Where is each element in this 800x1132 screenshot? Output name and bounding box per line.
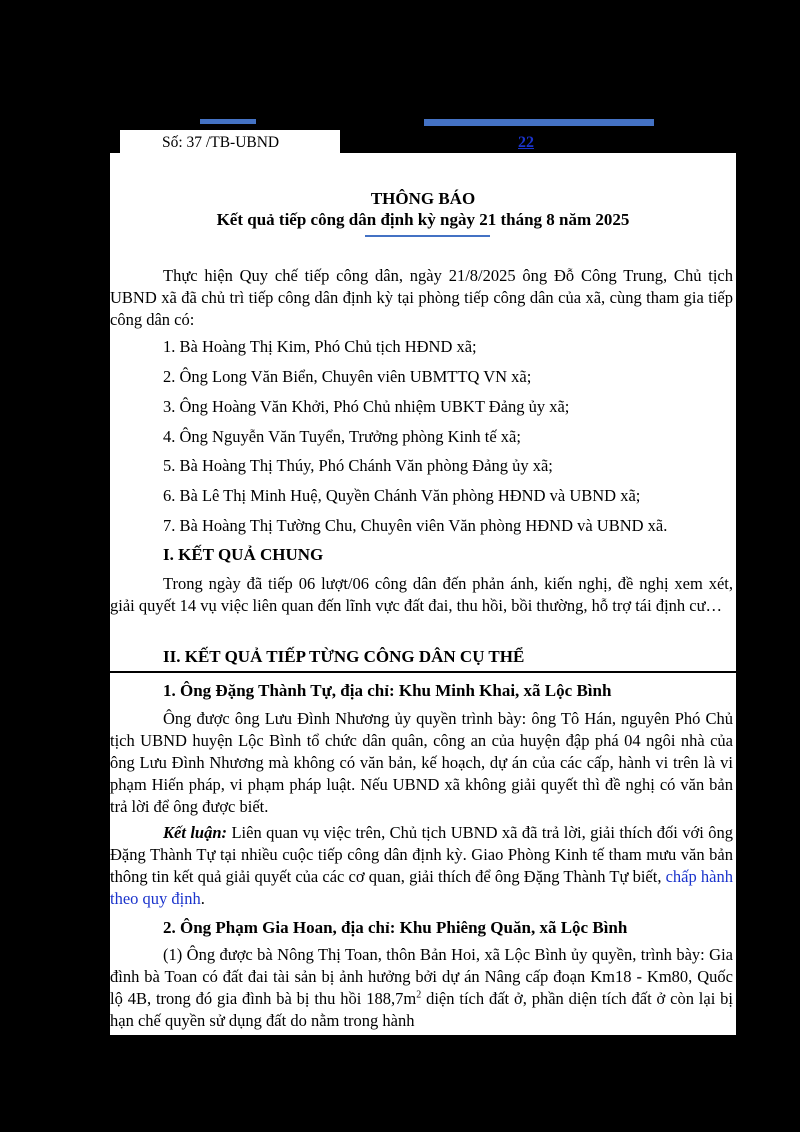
participant-item: 1. Bà Hoàng Thị Kim, Phó Chủ tịch HĐND xã; (163, 337, 477, 356)
document-number: Số: 37 /TB-UBND (162, 134, 280, 151)
section-2-heading: II. KẾT QUẢ TIẾP TỪNG CÔNG DÂN CỤ THỂ (163, 647, 525, 666)
conclusion-link[interactable]: chấp hành theo quy định (110, 867, 733, 908)
case-1-heading: 1. Ông Đặng Thành Tự, địa chỉ: Khu Minh Khai, xã Lộc Bình (163, 681, 612, 700)
conclusion-label: Kết luận: (163, 823, 228, 842)
section-1-heading: I. KẾT QUẢ CHUNG (163, 545, 324, 564)
participant-item: 7. Bà Hoàng Thị Tường Chu, Chuyên viên Văn phòng HĐND và UBND xã. (163, 516, 668, 535)
case-2-sup: 2 (416, 989, 422, 1001)
participant-item: 3. Ông Hoàng Văn Khởi, Phó Chủ nhiệm UBKT Đảng ủy xã; (163, 397, 570, 416)
case-2-text-a: (1) Ông được bà Nông Thị Toan, thôn Bản Hoi, xã Lộc Bình ủy quyền, trình bày: Gia đình bà Toan có đất đai tài sản bị ảnh hưởng bởi dự án Nâng cấp đoạn Km18 - Km80, Quốc lộ 4B, trong đó gia đình bà bị thu hồi 188,7m (110, 945, 733, 1008)
section-1-text: Trong ngày đã tiếp 06 lượt/06 công dân đến phản ánh, kiến nghị, đề nghị xem xét, giải quyết 14 vụ việc liên quan đến lĩnh vực đất đai, thu hồi, bồi thường, hỗ trợ tái định cư… (110, 574, 733, 615)
left-header-underline (200, 119, 256, 124)
conclusion-end: . (200, 889, 205, 908)
participant-item: 5. Bà Hoàng Thị Thúy, Phó Chánh Văn phòng Đảng ủy xã; (163, 456, 553, 475)
intro-paragraph (110, 265, 733, 331)
case-1-text: Ông được ông Lưu Đình Nhương ủy quyền trình bày: ông Tô Hán, nguyên Phó Chủ tịch UBND huyện Lộc Bình tổ chức dân quân, công an của huyện đập phá 04 ngôi nhà của ông Lưu Đình Nhương mà không có văn bản, kế hoạch, dự án của các cấp, hành vi trên là vi phạm Hiến pháp, vi phạm pháp luật. Nếu UBND xã không giải quyết thì đề nghị có văn bản trả lời để ông được biết. (110, 709, 733, 816)
participant-item: 2. Ông Long Văn Biển, Chuyên viên UBMTTQ VN xã; (163, 367, 532, 386)
conclusion-text: Liên quan vụ việc trên, Chủ tịch UBND xã đã trả lời, giải thích đối với ông Đặng Thành Tự tại nhiều cuộc tiếp công dân định kỳ. Giao Phòng Kinh tế tham mưu văn bản thông tin kết quả giải quyết của các cơ quan, giải thích để ông Đặng Thành Tự biết, (110, 823, 733, 886)
case-2-heading: 2. Ông Phạm Gia Hoan, địa chỉ: Khu Phiêng Quăn, xã Lộc Bình (163, 918, 628, 937)
case-2-body (110, 944, 733, 1032)
page-title: THÔNG BÁO (370, 189, 476, 208)
section-1-body (110, 573, 733, 617)
case-2-text-b: diện tích đất ở, phần diện tích đất ở còn lại bị hạn chế quyền sử dụng đất do nằm trong hành (110, 989, 733, 1030)
title-underline (365, 235, 490, 237)
right-header-underline (424, 119, 654, 126)
date-fragment: 22 (518, 134, 534, 151)
case-1-body (110, 708, 733, 818)
intro-text: Thực hiện Quy chế tiếp công dân, ngày 21/8/2025 ông Đỗ Công Trung, Chủ tịch UBND xã đã chủ trì tiếp công dân định kỳ tại phòng tiếp công dân của xã, cùng tham gia tiếp công dân có: (110, 266, 733, 329)
participant-item: 4. Ông Nguyễn Văn Tuyển, Trưởng phòng Kinh tế xã; (163, 427, 521, 446)
case-1-conclusion (110, 822, 733, 910)
page-subtitle: Kết quả tiếp công dân định kỳ ngày 21 tháng 8 năm 2025 (216, 210, 630, 229)
participant-item: 6. Bà Lê Thị Minh Huệ, Quyền Chánh Văn phòng HĐND và UBND xã; (163, 486, 641, 505)
